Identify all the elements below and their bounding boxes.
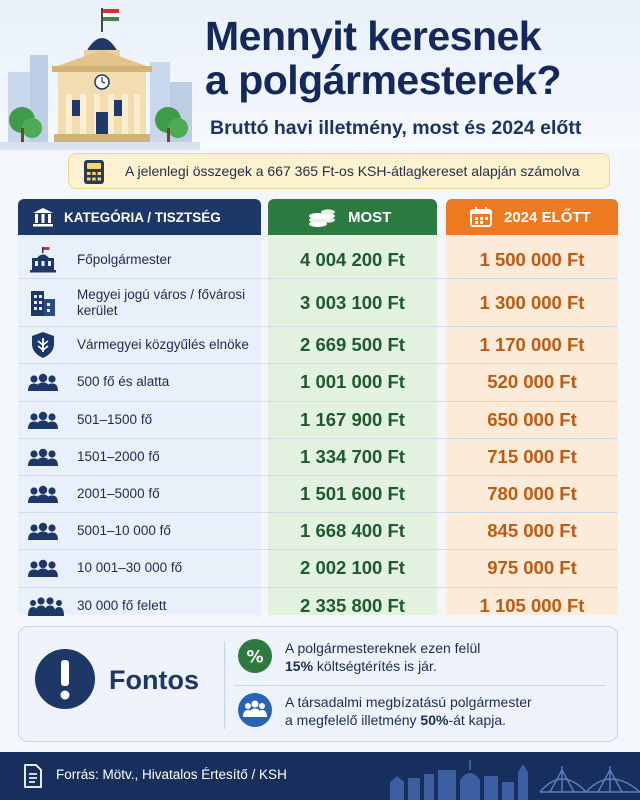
people-icon [28,522,58,540]
salary-before: 520 000 Ft [487,371,577,393]
salary-now: 1 668 400 Ft [300,520,405,542]
table-row [18,327,618,364]
page-title [205,14,635,102]
category-label: 2001–5000 fő [77,486,160,502]
table-row [18,513,618,550]
people-icon [28,448,58,466]
exclamation-icon [33,647,97,711]
salary-now: 1 167 900 Ft [300,408,405,430]
table-row [18,439,618,476]
salary-now: 1 001 000 Ft [300,371,405,393]
calendar-icon [470,207,492,227]
header-now-label: MOST [348,209,392,226]
city-hall-icon [28,247,58,273]
header [0,0,640,150]
table-row [18,364,618,401]
divider-vertical [224,641,225,729]
institution-icon [32,207,54,227]
table-row [18,242,618,279]
info-2-line-2 [285,711,605,729]
salary-before: 1 105 000 Ft [479,595,585,617]
category-label: Vármegyei közgyűlés elnöke [77,337,249,353]
title-line-2: a polgármesterek? [205,57,562,103]
table-row [18,588,618,625]
info-2-pre: a megfelelő illetmény [285,712,421,728]
title-line-1: Mennyit keresnek [205,13,542,59]
info-1-line-2 [285,657,605,675]
info-2-line-1: A társadalmi megbízatású polgármester [285,694,532,710]
salary-now: 1 501 600 Ft [300,483,405,505]
city-hall-illustration [0,0,200,150]
city-skyline-illustration [390,752,640,800]
table-row [18,550,618,587]
category-label: 500 fő és alatta [77,374,170,390]
salary-before: 715 000 Ft [487,445,577,467]
info-2-rest: -át kapja. [448,712,507,728]
table-row [18,279,618,327]
info-text-2 [285,693,605,729]
header-before-label: 2024 ELŐTT [504,209,591,226]
category-label: 30 000 fő felett [77,598,167,614]
source-text: Forrás: Mötv., Hivatalos Értesítő / KSH [56,767,287,782]
people-large-icon [28,596,66,616]
calculation-note [68,153,610,189]
important-label: Fontos [109,665,199,695]
salary-now: 3 003 100 Ft [300,291,405,313]
important-box [18,626,618,742]
footer [0,752,640,800]
info-1-rest: költségtérítés is jár. [313,658,437,674]
people-icon [28,373,58,391]
salary-before: 845 000 Ft [487,520,577,542]
salary-before: 780 000 Ft [487,483,577,505]
salary-now: 2 002 100 Ft [300,557,405,579]
salary-now: 4 004 200 Ft [300,249,405,271]
page-subtitle: Bruttó havi illetmény, most és 2024 előtt [210,117,582,139]
people-icon [28,485,58,503]
shield-icon [28,331,58,359]
category-label: Megyei jogú város / fővárosi kerület [77,286,246,318]
group-icon [237,692,273,728]
header-category [18,199,261,235]
category-label: 501–1500 fő [77,411,153,427]
percent-symbol: % [246,647,264,668]
salary-before: 1 500 000 Ft [479,249,585,271]
people-icon [28,559,58,577]
salary-now: 1 334 700 Ft [300,445,405,467]
salary-before: 1 170 000 Ft [479,334,585,356]
header-before [446,199,618,235]
info-2-bold: 50% [420,712,449,728]
info-1-bold: 15% [285,658,314,674]
calculator-icon [83,159,105,185]
salary-now: 2 335 800 Ft [300,595,405,617]
percent-icon [237,638,273,674]
category-label: 1501–2000 fő [77,448,160,464]
salary-before: 650 000 Ft [487,408,577,430]
category-label: 5001–10 000 fő [77,523,171,539]
salary-now: 2 669 500 Ft [300,334,405,356]
header-category-label: KATEGÓRIA / TISZTSÉG [64,210,221,225]
salary-before: 975 000 Ft [487,557,577,579]
salary-before: 1 300 000 Ft [479,291,585,313]
category-label: 10 001–30 000 fő [77,560,183,576]
document-icon [22,764,44,788]
info-text-1 [285,639,605,675]
info-social-mayor [237,687,607,737]
coins-icon [308,205,336,229]
info-cost-reimbursement [237,633,607,683]
people-icon [28,411,58,429]
buildings-icon [28,289,58,317]
note-text: A jelenlegi összegek a 667 365 Ft-os KSH-átlagkereset alapján számolva [125,163,580,179]
table-row [18,476,618,513]
header-now [268,199,437,235]
category-label: Főpolgármester [77,252,172,268]
info-1-line-1: A polgármestereknek ezen felül [285,640,481,656]
table-row [18,402,618,439]
divider-horizontal [234,685,606,686]
salary-table [18,242,618,625]
